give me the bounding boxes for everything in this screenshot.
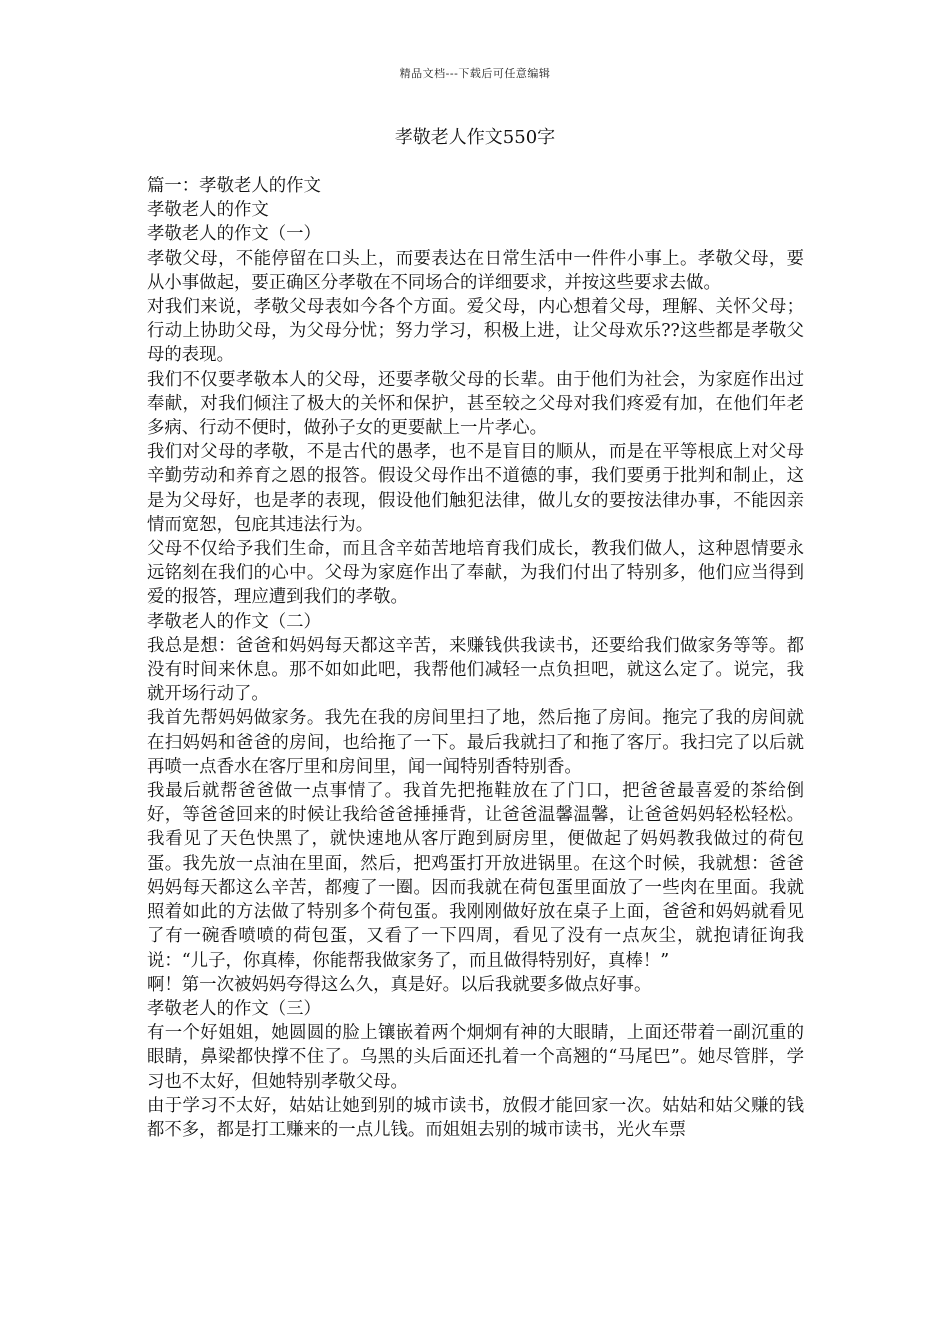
body-paragraph: 我首先帮妈妈做家务。我先在我的房间里扫了地，然后拖了房间。拖完了我的房间就在扫妈妈和爸爸的房间，也给拖了一下。最后我就扫了和拖了客厅。我扫完了以后就再喷一点香水在客厅里和房间里，闻一闻特别香特别香。 — [147, 708, 804, 777]
essay-part-heading: 孝敬老人的作文（三） — [147, 998, 321, 1019]
body-paragraph: 我们不仅要孝敬本人的父母，还要孝敬父母的长辈。由于他们为社会，为家庭作出过奉献，对我们倾注了极大的关怀和保护，甚至较之父母对我们疼爱有加，在他们年老多病、行动不便时，做孙子女的更要献上一片孝心。 — [147, 369, 804, 439]
essay-heading: 孝敬老人的作文 — [147, 200, 269, 221]
body-paragraph: 啊！第一次被妈妈夸得这么久，真是好。以后我就要多做点好事。 — [147, 974, 652, 995]
header-note: 精品文档---下载后可任意编辑 — [399, 67, 551, 80]
body-paragraph: 我们对父母的孝敬，不是古代的愚孝，也不是盲目的顺从，而是在平等根底上对父母辛勤劳动和养育之恩的报答。假设父母作出不道德的事，我们要勇于批判和制止，这是为父母好，也是孝的表现，假设他们触犯法律，做儿女的要按法律办事，不能因亲情而宽恕，包庇其违法行为。 — [147, 442, 804, 535]
body-paragraph: 我总是想：爸爸和妈妈每天都这辛苦，来赚钱供我读书，还要给我们做家务等等。都没有时间来休息。那不如如此吧，我帮他们减轻一点负担吧，就这么定了。说完，我就开场行动了。 — [147, 635, 804, 705]
body-paragraph: 孝敬父母，不能停留在口头上，而要表达在日常生活中一件件小事上。孝敬父母，要从小事做起，要正确区分孝敬在不同场合的详细要求，并按这些要求去做。 — [147, 248, 804, 293]
document-body — [147, 174, 804, 1142]
essay-part-heading: 孝敬老人的作文（一） — [147, 224, 321, 245]
body-paragraph: 由于学习不太好，姑姑让她到别的城市读书，放假才能回家一次。姑姑和姑父赚的钱都不多，都是打工赚来的一点儿钱。而姐姐去别的城市读书，光火车票 — [147, 1095, 804, 1140]
body-paragraph: 父母不仅给予我们生命，而且含辛茹苦地培育我们成长，教我们做人，这种恩情要永远铭刻在我们的心中。父母为家庭作出了奉献，为我们付出了特别多，他们应当得到爱的报答，理应遭到我们的孝敬。 — [147, 539, 804, 608]
body-paragraph: 对我们来说，孝敬父母表如今各个方面。爱父母，内心想着父母，理解、关怀父母；行动上协助父母，为父母分忧；努力学习，积极上进，让父母欢乐??这些都是孝敬父母的表现。 — [147, 297, 804, 366]
body-paragraph: 我最后就帮爸爸做一点事情了。我首先把拖鞋放在了门口，把爸爸最喜爱的茶给倒好，等爸爸回来的时候让我给爸爸捶捶背，让爸爸温馨温馨，让爸爸妈妈轻松轻松。我看见了天色快黑了，就快速地从客厅跑到厨房里，便做起了妈妈教我做过的荷包蛋。我先放一点油在里面，然后，把鸡蛋打开放进锅里。在这个时候，我就想：爸爸妈妈每天都这么辛苦，都瘦了一圈。因而我就在荷包蛋里面放了一些肉在里面。我就照着如此的方法做了特别多个荷包蛋。我刚刚做好放在桌子上面，爸爸和妈妈就看见了有一碗香喷喷的荷包蛋，又看了一下四周，看见了没有一点灰尘，就抱请征询我说：“儿子，你真棒，你能帮我做家务了，而且做得特别好，真棒！” — [147, 781, 804, 971]
document-title: 孝敬老人作文550字 — [394, 127, 556, 148]
section-heading: 篇一：孝敬老人的作文 — [147, 176, 321, 196]
body-paragraph: 有一个好姐姐，她圆圆的脸上镶嵌着两个炯炯有神的大眼睛，上面还带着一副沉重的眼睛，鼻梁都快撑不住了。乌黑的头后面还扎着一个高翘的“马尾巴”。她尽管胖，学习也不太好，但她特别孝敬父母。 — [147, 1023, 804, 1092]
essay-part-heading: 孝敬老人的作文（二） — [147, 611, 321, 632]
